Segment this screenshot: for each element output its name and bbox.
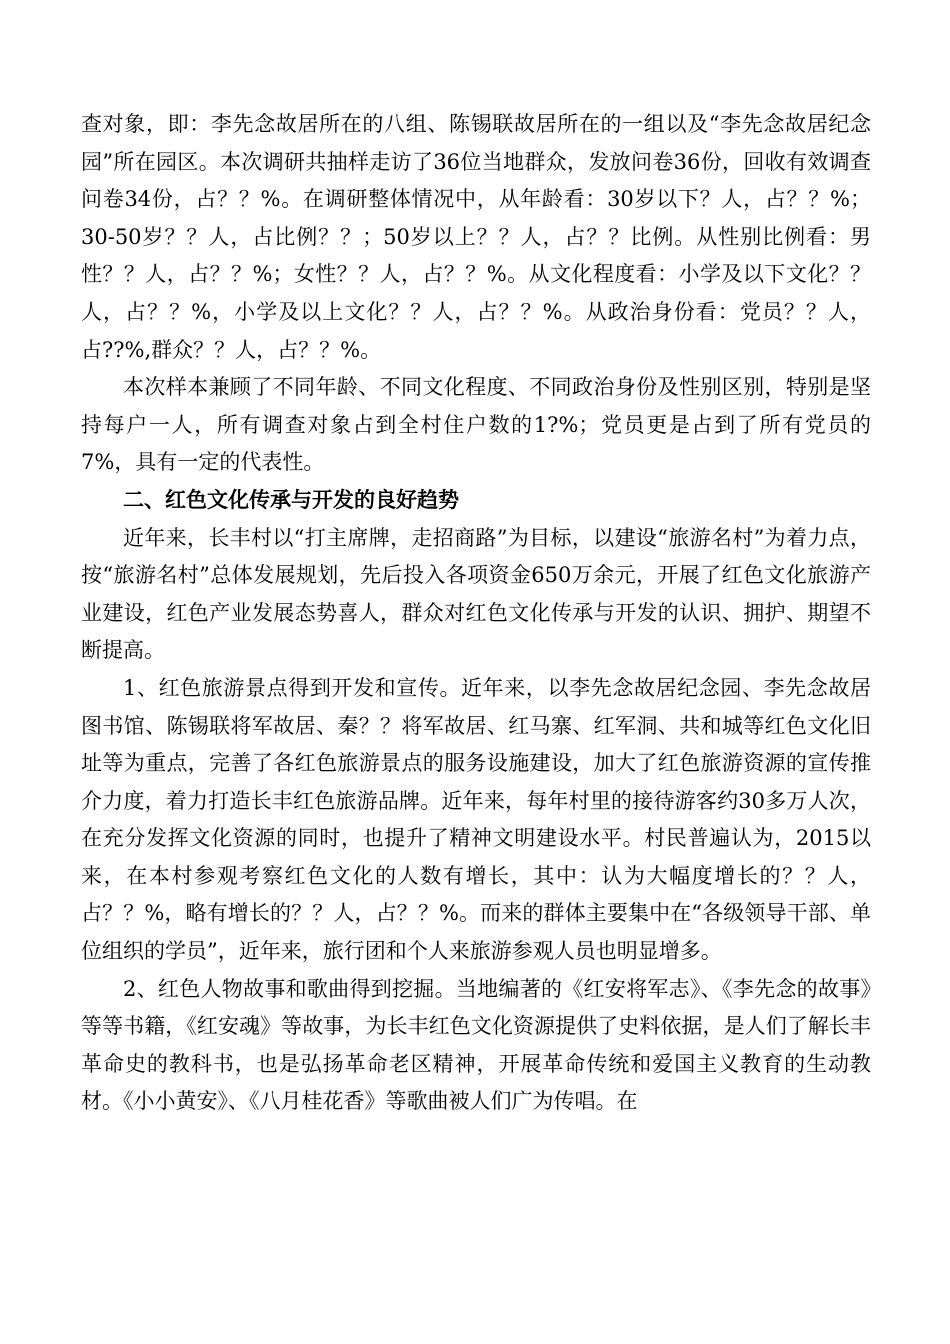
document-page: [81, 106, 871, 1121]
section-heading: 二、红色文化传承与开发的良好趋势: [123, 487, 459, 512]
paragraph-development-overview: 近年来，长丰村以“打主席牌，走招商路”为目标，以建设“旅游名村”为着力点，按“旅游名村”总体发展规划，先后投入各项资金650万余元，开展了红色文化旅游产业建设，红色产业发展态势喜人，群众对红色文化传承与开发的认识、拥护、期望不断提高。: [81, 525, 871, 663]
paragraph-survey-scope: 查对象，即：李先念故居所在的八组、陈锡联故居所在的一组以及“李先念故居纪念园”所在园区。本次调研共抽样走访了36位当地群众，发放问卷36份，回收有效调查问卷34份，占？？%。在调研整体情况中，从年龄看：30岁以下？人，占？？%；30-50岁？？人，占比例？？；50岁以上？？人，占？？比例。从性别比例看：男性？？人，占？？%；女性？？人，占？？%。从文化程度看：小学及以下文化？？人，占？？%，小学及以上文化？？人，占？？%。从政治身份看：党员？？人，占??%,群众？？人，占？？%。: [81, 112, 871, 362]
paragraph-sample-representativeness: 本次样本兼顾了不同年龄、不同文化程度、不同政治身份及性别区别，特别是坚持每户一人，所有调查对象占到全村住户数的1?%；党员更是占到了所有党员的7%，具有一定的代表性。: [81, 375, 871, 475]
paragraph-red-stories-songs: 2、红色人物故事和歌曲得到挖掘。当地编著的《红安将军志》、《李先念的故事》等等书籍，《红安魂》等故事，为长丰红色文化资源提供了史料依据，是人们了解长丰革命史的教科书，也是弘扬革命老区精神，开展革命传统和爱国主义教育的生动教材。《小小黄安》、《八月桂花香》等歌曲被人们广为传唱。在: [81, 976, 871, 1114]
paragraph-red-tourism-sites: 1、红色旅游景点得到开发和宣传。近年来，以李先念故居纪念园、李先念故居图书馆、陈锡联将军故居、秦？？将军故居、红马寨、红军洞、共和城等红色文化旧址等为重点，完善了各红色旅游景点的服务设施建设，加大了红色旅游资源的宣传推介力度，着力打造长丰红色旅游品牌。近年来，每年村里的接待游客约30多万人次，在充分发挥文化资源的同时，也提升了精神文明建设水平。村民普遍认为，2015以来，在本村参观考察红色文化的人数有增长，其中：认为大幅度增长的？？人，占？？%，略有增长的？？人，占？？%。而来的群体主要集中在“各级领导干部、单位组织的学员”，近年来，旅行团和个人来旅游参观人员也明显增多。: [81, 675, 871, 964]
